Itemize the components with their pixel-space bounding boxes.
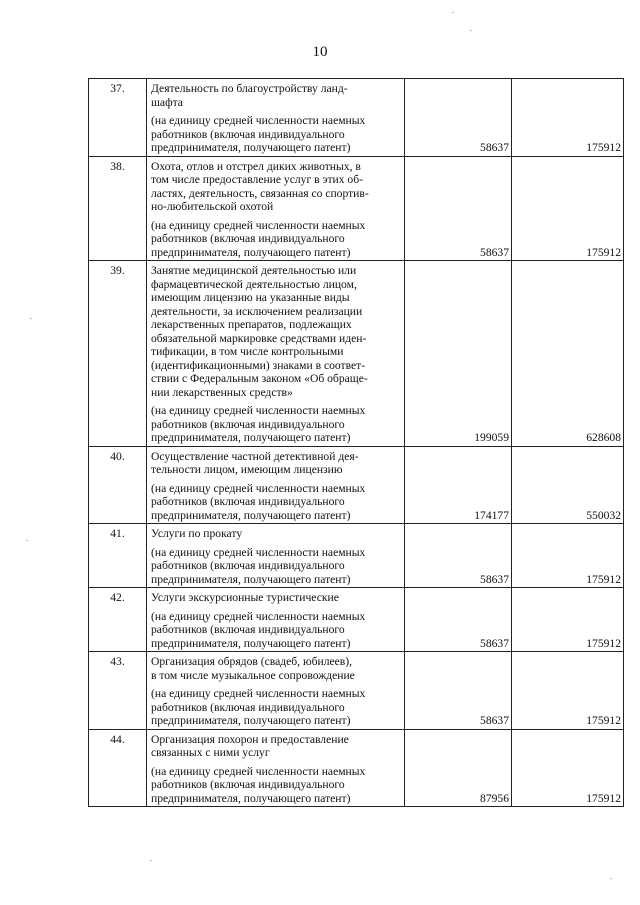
value-cell-2: 175912 bbox=[512, 79, 624, 157]
scan-speck bbox=[610, 878, 612, 879]
table-row bbox=[89, 588, 624, 652]
activity-name: Осуществление частной детективной дея- тельности лицом, имеющим лицензию bbox=[151, 449, 359, 476]
value-cell-1: 174177 bbox=[405, 446, 512, 524]
value-cell-2: 175912 bbox=[512, 729, 624, 807]
activity-unit-note: (на единицу средней численности наемных работников (включая индивидуального предпринимателя, получающего патент) bbox=[151, 609, 366, 650]
value-cell-2: 175912 bbox=[512, 524, 624, 588]
activity-unit-note: (на единицу средней численности наемных работников (включая индивидуального предпринимателя, получающего патент) bbox=[151, 218, 366, 259]
row-number: 38. bbox=[89, 156, 147, 261]
value-cell-2: 175912 bbox=[512, 156, 624, 261]
value-cell-1: 58637 bbox=[405, 524, 512, 588]
table-row bbox=[89, 524, 624, 588]
value-cell-2: 175912 bbox=[512, 652, 624, 730]
activity-name: Организация обрядов (свадеб, юбилеев), в том числе музыкальное сопровождение bbox=[151, 655, 355, 682]
table-row bbox=[89, 652, 624, 730]
activity-description bbox=[147, 524, 405, 588]
activity-name: Деятельность по благоустройству ланд- шафта bbox=[151, 82, 348, 109]
activity-description bbox=[147, 156, 405, 261]
value-cell-1: 199059 bbox=[405, 261, 512, 447]
activity-description bbox=[147, 79, 405, 157]
tariff-table bbox=[88, 78, 624, 807]
value-cell-1: 58637 bbox=[405, 588, 512, 652]
activity-name: Охота, отлов и отстрел диких животных, в том числе предоставление услуг в этих об- ластях, деятельность, связанная со спортив- но-любительской охотой bbox=[151, 159, 369, 213]
value-cell-1: 87956 bbox=[405, 729, 512, 807]
table-row bbox=[89, 79, 624, 157]
activity-description bbox=[147, 588, 405, 652]
activity-description bbox=[147, 652, 405, 730]
row-number: 40. bbox=[89, 446, 147, 524]
row-number: 37. bbox=[89, 79, 147, 157]
page-number: 10 bbox=[312, 44, 328, 60]
scan-speck bbox=[30, 318, 32, 319]
activity-description bbox=[147, 446, 405, 524]
activity-unit-note: (на единицу средней численности наемных работников (включая индивидуального предпринимателя, получающего патент) bbox=[151, 481, 366, 522]
scan-speck bbox=[470, 30, 472, 31]
activity-unit-note: (на единицу средней численности наемных работников (включая индивидуального предпринимателя, получающего патент) bbox=[151, 404, 366, 444]
table-body bbox=[89, 79, 624, 807]
value-cell-1: 58637 bbox=[405, 79, 512, 157]
activity-unit-note: (на единицу средней численности наемных работников (включая индивидуального предпринимателя, получающего патент) bbox=[151, 545, 366, 586]
value-cell-1: 58637 bbox=[405, 156, 512, 261]
scan-speck bbox=[452, 12, 454, 13]
row-number: 44. bbox=[89, 729, 147, 807]
row-number: 43. bbox=[89, 652, 147, 730]
activity-name: Организация похорон и предоставление связанных с ними услуг bbox=[151, 732, 349, 759]
activity-name: Занятие медицинской деятельностью или фармацевтической деятельностью лицом, имеющим лицензию на указанные виды деятельности, за исключением реализации лекарственных препаратов, подлежащих обязательной маркировке средствами иден- тификации, в том числе контрольными (идентификационными) знаками в соответ- ствии с Федеральным законом «Об обраще- нии лекарственных средств» bbox=[151, 264, 368, 399]
row-number: 41. bbox=[89, 524, 147, 588]
activity-name: Услуги по прокату bbox=[151, 527, 243, 540]
activity-unit-note: (на единицу средней численности наемных работников (включая индивидуального предпринимателя, получающего патент) bbox=[151, 687, 366, 727]
activity-name: Услуги экскурсионные туристические bbox=[151, 591, 339, 604]
table-row bbox=[89, 446, 624, 524]
value-cell-2: 550032 bbox=[512, 446, 624, 524]
activity-description bbox=[147, 729, 405, 807]
row-number: 42. bbox=[89, 588, 147, 652]
value-cell-2: 175912 bbox=[512, 588, 624, 652]
activity-unit-note: (на единицу средней численности наемных работников (включая индивидуального предпринимателя, получающего патент) bbox=[151, 114, 366, 154]
value-cell-1: 58637 bbox=[405, 652, 512, 730]
scan-speck bbox=[26, 540, 28, 541]
row-number: 39. bbox=[89, 261, 147, 447]
table-row bbox=[89, 261, 624, 447]
activity-description bbox=[147, 261, 405, 447]
value-cell-2: 628608 bbox=[512, 261, 624, 447]
table-row bbox=[89, 729, 624, 807]
scan-speck bbox=[150, 860, 152, 861]
table-row bbox=[89, 156, 624, 261]
activity-unit-note: (на единицу средней численности наемных работников (включая индивидуального предпринимателя, получающего патент) bbox=[151, 764, 366, 805]
